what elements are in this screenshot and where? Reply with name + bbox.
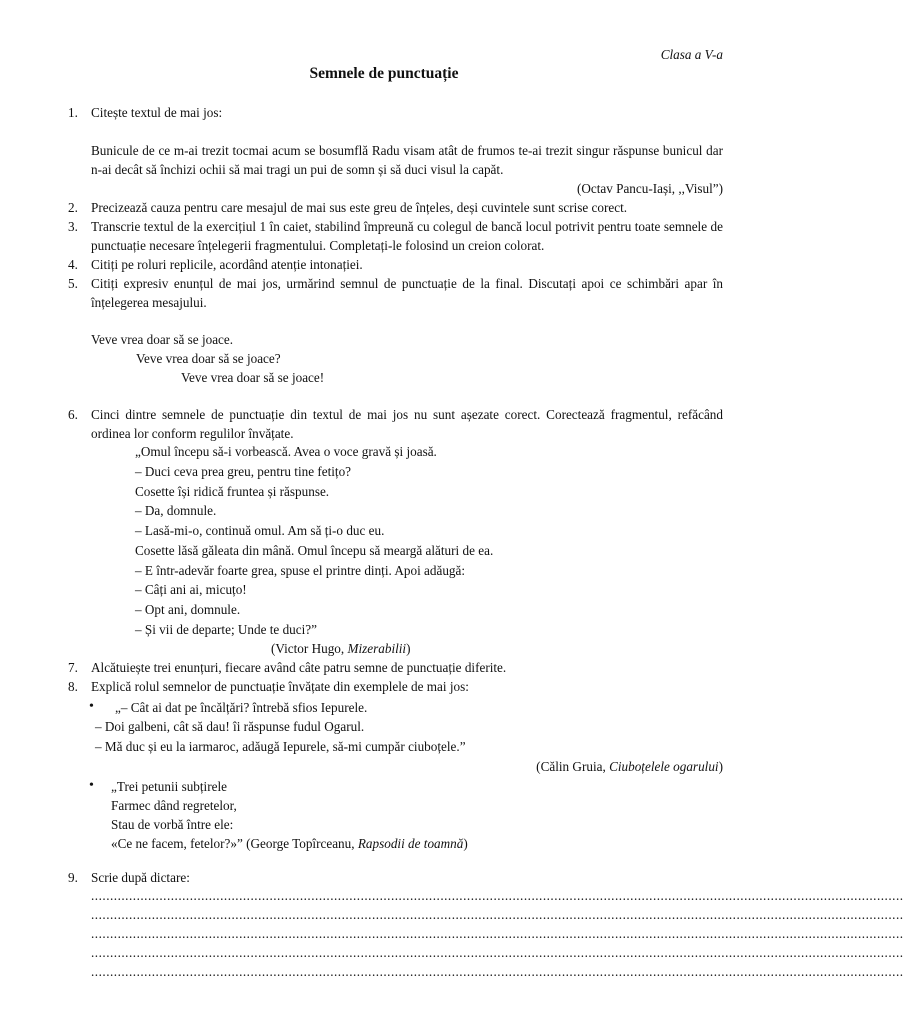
ex1-text: Bunicule de ce m-ai trezit tocmai acum se bosumflă Radu visam atât de frumos te-ai trezit singur răspunse bunicul dar n-ai decât să închizi ochii să mai tragi un pui de somn și să duci visul la capăt. bbox=[91, 143, 723, 177]
ex6-source-title: Mizerabilii bbox=[347, 641, 407, 656]
ex8-bullet-2: • bbox=[89, 778, 94, 793]
ex1-source: (Octav Pancu-Iași, ,,Visul”) bbox=[576, 181, 723, 196]
ex6-line-2: – Duci ceva prea greu, pentru tine fetițo? bbox=[135, 464, 352, 479]
ex8-b1-line-3: – Mă duc și eu la iarmaroc, adăugă Iepurele, să-mi cumpăr ciuboțele.” bbox=[95, 739, 466, 754]
ex8-bullet-1: • bbox=[89, 699, 94, 714]
ex9-number: 9. bbox=[68, 870, 78, 885]
ex4-number: 4. bbox=[68, 257, 78, 272]
ex8-b2-line-3: Stau de vorbă între ele: bbox=[111, 817, 234, 832]
class-label: Clasa a V-a bbox=[660, 47, 723, 62]
ex8-b2-line-4: «Ce ne facem, fetelor?»” (George Topîrceanu, Rapsodii de toamnă) bbox=[111, 836, 468, 851]
ex6-line-1: „Omul începu să-i vorbească. Avea o voce gravă și joasă. bbox=[135, 444, 437, 459]
ex8-text: Explică rolul semnelor de punctuație învățate din exemplele de mai jos: bbox=[91, 679, 469, 694]
dictation-line-1: ...................................................................................................................................................................................................................... bbox=[91, 888, 904, 903]
ex6-text: Cinci dintre semnele de punctuație din textul de mai jos nu sunt așezate corect. Corectează fragmentul, refăcând ordinea lor conform regulilor învățate. bbox=[91, 407, 723, 441]
ex6-line-5: – Lasă-mi-o, continuă omul. Am să ți-o duc eu. bbox=[135, 523, 385, 538]
ex3-number: 3. bbox=[68, 219, 78, 234]
ex8-b2-source-title: Rapsodii de toamnă bbox=[357, 836, 464, 851]
ex5-number: 5. bbox=[68, 276, 78, 291]
ex2-text: Precizează cauza pentru care mesajul de mai sus este greu de înțeles, deși cuvintele sunt scrise corect. bbox=[91, 200, 628, 215]
ex5-line-1: Veve vrea doar să se joace. bbox=[91, 332, 234, 347]
ex5-text: Citiți expresiv enunțul de mai jos, urmărind semnul de punctuație de la final. Discutați apoi ce schimbări apar în înțelegerea mesajului. bbox=[91, 276, 723, 310]
dictation-line-3: ...................................................................................................................................................................................................................... bbox=[91, 926, 904, 941]
ex4-text: Citiți pe roluri replicile, acordând atenție intonației. bbox=[91, 257, 363, 272]
ex8-b1-source-title: Ciuboțelele ogarului bbox=[609, 759, 719, 774]
ex6-line-4: – Da, domnule. bbox=[135, 503, 217, 518]
ex5-line-2: Veve vrea doar să se joace? bbox=[136, 351, 281, 366]
ex6-line-8: – Câți ani ai, micuțo! bbox=[135, 582, 247, 597]
ex7-text: Alcătuiește trei enunțuri, fiecare având câte patru semne de punctuație diferite. bbox=[91, 660, 507, 675]
ex6-line-7: – E într-adevăr foarte grea, spuse el printre dinți. Apoi adăugă: bbox=[135, 563, 466, 578]
ex8-b1-source: (Călin Gruia, Ciuboțelele ogarului) bbox=[536, 759, 723, 774]
ex8-b1-line-2: – Doi galbeni, cât să dau! îi răspunse fudul Ogarul. bbox=[95, 719, 365, 734]
page-title: Semnele de punctuație bbox=[309, 65, 459, 82]
ex7-number: 7. bbox=[68, 660, 78, 675]
ex6-source: (Victor Hugo, Mizerabilii) bbox=[271, 641, 411, 656]
dictation-line-5: ...................................................................................................................................................................................................................... bbox=[91, 964, 904, 979]
ex6-line-3: Cosette își ridică fruntea și răspunse. bbox=[135, 484, 330, 499]
ex9-text: Scrie după dictare: bbox=[91, 870, 190, 885]
dictation-line-2: ...................................................................................................................................................................................................................... bbox=[91, 907, 904, 922]
dictation-line-4: ...................................................................................................................................................................................................................... bbox=[91, 945, 904, 960]
ex8-number: 8. bbox=[68, 679, 78, 694]
ex6-number: 6. bbox=[68, 407, 78, 422]
ex3-text: Transcrie textul de la exercițiul 1 în caiet, stabilind împreună cu colegul de bancă locul potrivit pentru toate semnele de punctuație necesare înțelegerii fragmentului. Completați-le folosind un creion colorat. bbox=[91, 219, 723, 253]
ex2-number: 2. bbox=[68, 200, 78, 215]
ex8-b2-line-2: Farmec dând regretelor, bbox=[111, 798, 237, 813]
ex1-instruction: Citește textul de mai jos: bbox=[91, 105, 223, 120]
ex8-b2-line-1: „Trei petunii subțirele bbox=[111, 779, 227, 794]
ex6-line-10: – Și vii de departe; Unde te duci?” bbox=[135, 622, 317, 637]
ex8-b1-line-1: „– Cât ai dat pe încălțări? întrebă sfios Iepurele. bbox=[115, 700, 368, 715]
ex6-line-6: Cosette lăsă găleata din mână. Omul începu să meargă alături de ea. bbox=[135, 543, 494, 558]
ex1-number: 1. bbox=[68, 105, 78, 120]
ex6-line-9: – Opt ani, domnule. bbox=[135, 602, 241, 617]
ex5-line-3: Veve vrea doar să se joace! bbox=[181, 370, 325, 385]
